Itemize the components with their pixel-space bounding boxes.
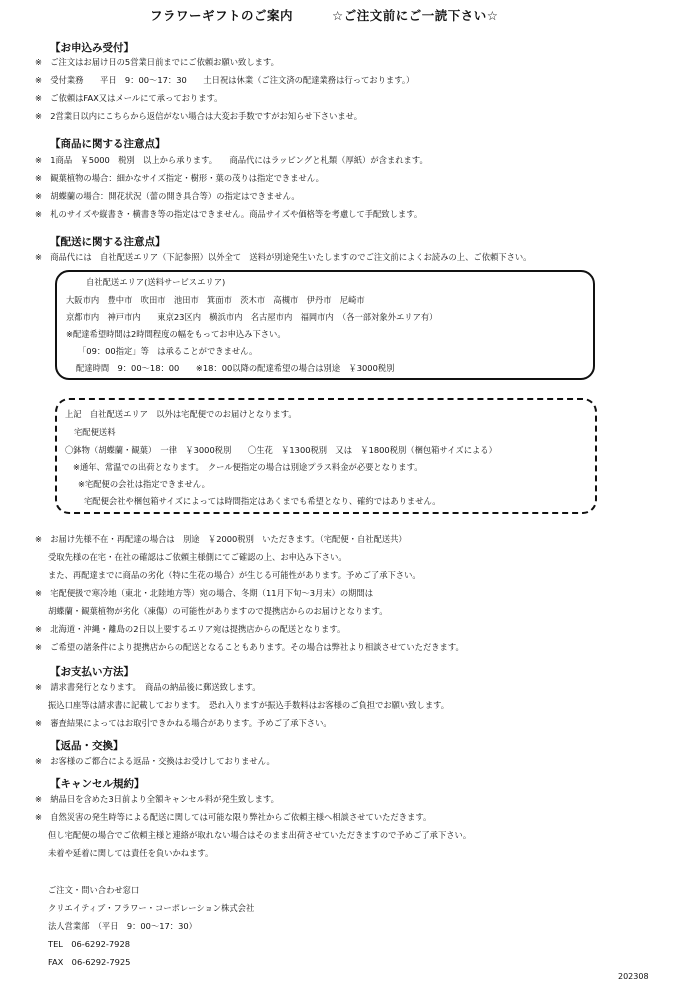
delivery-note: ※ ご希望の諸条件により提携店からの配送となることもあります。その場合は弊社より相談させていただきます。 [35, 642, 464, 652]
payment-line: 振込口座等は請求書に記載しております。 恐れ入りますが振込手数料はお客様のご負担でお願い致します。 [48, 700, 450, 710]
cancel-line: ※ 納品日を含めた3日前より全額キャンセル料が発生致します。 [35, 794, 279, 804]
payment-line: ※ 請求書発行となります。 商品の納品後に郵送致します。 [35, 682, 261, 692]
courier-note: 宅配便会社や梱包箱サイズによっては時間指定はあくまでも希望となり、確約ではありません。 [84, 496, 441, 506]
delivery-note: 胡蝶蘭・観葉植物が劣化（凍傷）の可能性がありますので提携店からのお届けとなります。 [48, 606, 388, 616]
delivery-note: ※ 宅配便扱で寒冷地（東北・北陸地方等）宛の場合、冬期（11月下旬～3月末）の期間は [35, 588, 374, 598]
product-heading: 【商品に関する注意点】 [50, 138, 166, 150]
cancel-heading: 【キャンセル規約】 [50, 778, 145, 790]
company-name: クリエイティブ・フラワー・コーポレーション株式会社 [48, 903, 255, 913]
payment-heading: 【お支払い方法】 [50, 666, 134, 678]
order-heading: 【お申込み受付】 [50, 42, 134, 54]
product-line: ※ 観葉植物の場合：細かなサイズ指定・樹形・葉の茂りは指定できません。 [35, 173, 324, 183]
courier-fee-label: 宅配便送料 [74, 427, 116, 437]
cancel-line: 未着や延着に関しては責任を負いかねます。 [48, 848, 214, 858]
delivery-note: ※ お届け先様不在・再配達の場合は 別途 ￥2000税別 いただきます。（宅配便・自社配送共） [35, 534, 407, 544]
order-line: ※ 2営業日以内にこちらから返信がない場合は大変お手数ですがお知らせ下さいませ。 [35, 111, 363, 121]
delivery-note: ※ 北海道・沖縄・離島の2日以上要するエリア宛は提携店からの配送となります。 [35, 624, 346, 634]
order-line: ※ ご注文はお届け日の5営業日前までにご依頼お願い致します。 [35, 57, 279, 67]
returns-line: ※ お客様のご都合による返品・交換はお受けしておりません。 [35, 756, 275, 766]
courier-fee: 〇鉢物（胡蝶蘭・観葉） 一律 ￥3000税別 〇生花 ￥1300税別 又は ￥1800税別（梱包箱サイズによる） [65, 445, 497, 455]
contact-tel: TEL 06-6292-7928 [48, 939, 131, 949]
department-hours: 法人営業部 （平日 9：00～17：30） [48, 921, 197, 931]
own-area-note: ※配達希望時間は2時間程度の幅をもってお申込み下さい。 [66, 329, 286, 339]
payment-line: ※ 審査結果によってはお取引できかねる場合があります。予めご了承下さい。 [35, 718, 332, 728]
own-area-cities: 大阪市内 豊中市 吹田市 池田市 箕面市 茨木市 高槻市 伊丹市 尼崎市 [66, 295, 365, 305]
contact-title: ご注文・問い合わせ窓口 [48, 885, 140, 895]
delivery-intro: ※ 商品代には 自社配送エリア（下記参照）以外全て 送料が別途発生いたしますのでご注文前によくお読みの上、ご依頼下さい。 [35, 252, 532, 262]
cancel-line: 但し宅配便の場合でご依頼主様と連絡が取れない場合はそのまま出荷させていただきますので予めご了承下さい。 [48, 830, 472, 840]
own-area-title: 自社配送エリア(送料サービスエリア) [86, 277, 226, 287]
product-line: ※ 札のサイズや縦書き・横書き等の指定はできません。商品サイズや価格等を考慮して手配致します。 [35, 209, 423, 219]
page-title: フラワーギフトのご案内 ☆ご注文前にご一読下さい☆ [150, 8, 499, 23]
order-line: ※ 受付業務 平日 9：00～17：30 土日祝は休業（ご注文済の配達業務は行っております。） [35, 75, 415, 85]
own-area-cities: 京都市内 神戸市内 東京23区内 横浜市内 名古屋市内 福岡市内 （各一部対象外エリア有） [66, 312, 438, 322]
order-line: ※ ご依頼はFAX又はメールにて承っております。 [35, 93, 223, 103]
delivery-heading: 【配送に関する注意点】 [50, 236, 166, 248]
document-code: 202308 [618, 972, 649, 981]
courier-intro: 上記 自社配送エリア 以外は宅配便でのお届けとなります。 [65, 409, 297, 419]
product-line: ※ 胡蝶蘭の場合：開花状況（蕾の開き具合等）の指定はできません。 [35, 191, 300, 201]
contact-fax: FAX 06-6292-7925 [48, 957, 131, 967]
cancel-line: ※ 自然災害の発生時等による配送に関しては可能な限り弊社からご依頼主様へ相談させていただきます。 [35, 812, 432, 822]
courier-note: ※通年、常温での出荷となります。 クール便指定の場合は別途プラス料金が必要となります。 [73, 462, 423, 472]
product-line: ※ 1商品 ￥5000 税別 以上から承ります。 商品代にはラッピングと札類（厚紙）が含まれます。 [35, 155, 428, 165]
own-area-hours: 配達時間 9：00～18：00 ※18：00以降の配達希望の場合は別途 ￥3000税別 [76, 363, 395, 373]
delivery-note: 受取先様の在宅・在社の確認はご依頼主様側にてご確認の上、お申込み下さい。 [48, 552, 347, 562]
delivery-note: また、再配達までに商品の劣化（特に生花の場合）が生じる可能性があります。予めご了承下さい。 [48, 570, 421, 580]
own-area-note: 「09：00指定」等 は承ることができません。 [78, 346, 258, 356]
courier-note: ※宅配便の会社は指定できません。 [78, 479, 210, 489]
returns-heading: 【返品・交換】 [50, 740, 124, 752]
